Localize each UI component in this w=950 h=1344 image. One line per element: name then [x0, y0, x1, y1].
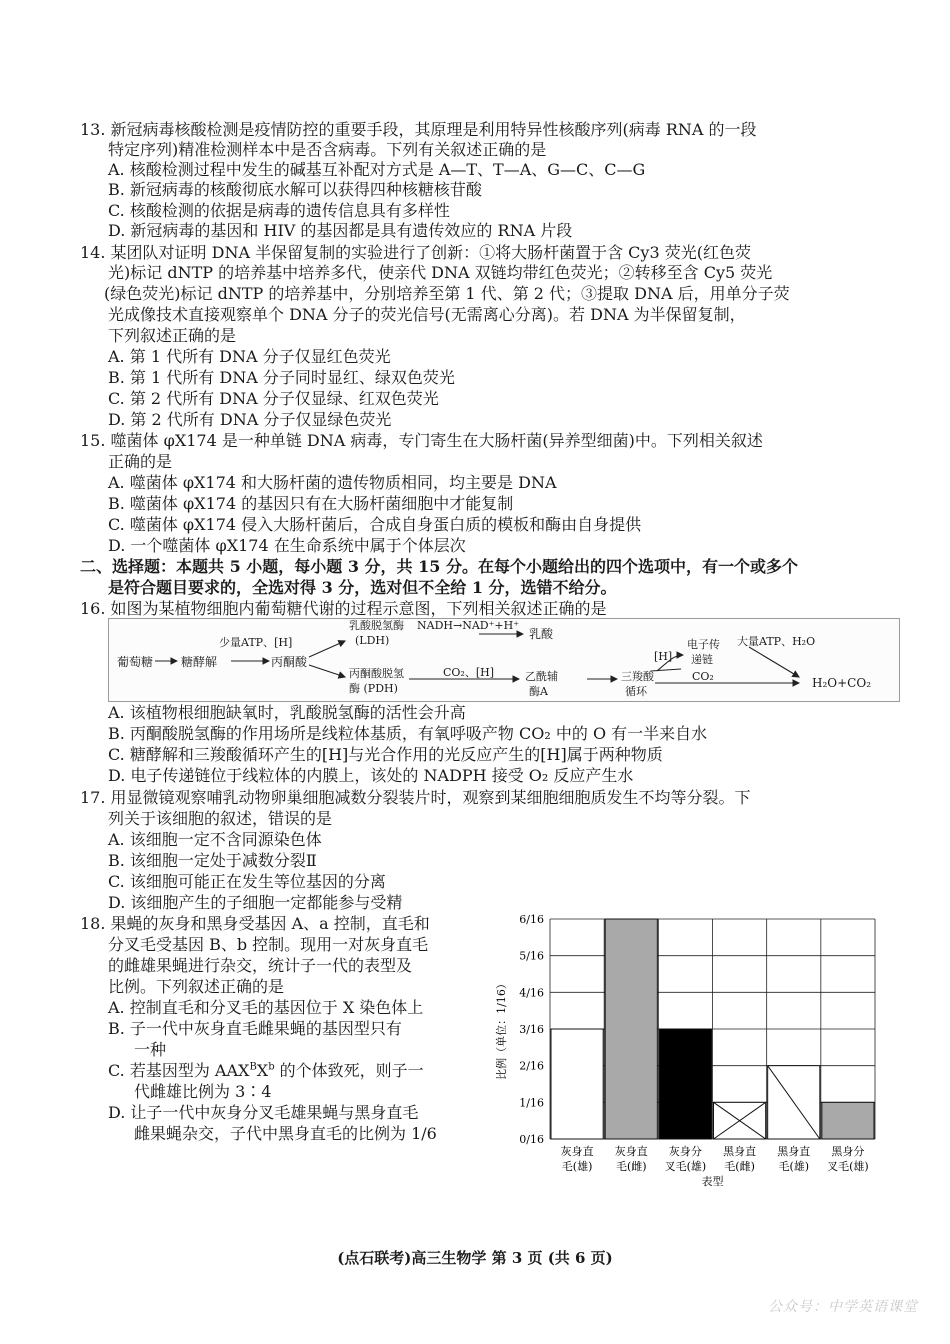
diag-ldh-abbr: (LDH)	[355, 634, 390, 647]
q15-option-b: B. 噬菌体 φX174 的基因只有在大肠杆菌细胞中才能复制	[108, 494, 514, 513]
q18-stem-2: 分叉毛受基因 B、b 控制。现用一对灰身直毛	[108, 935, 429, 954]
q17-option-a: A. 该细胞一定不含同源染色体	[108, 830, 322, 849]
q16-option-c: C. 糖酵解和三羧酸循环产生的[H]与光合作用的光反应产生的[H]属于两种物质	[108, 745, 663, 764]
q17-stem-cont: 列关于该细胞的叙述，错误的是	[108, 809, 333, 828]
x-tick-label: 黑身直	[777, 1145, 811, 1158]
y-axis-label: 比例（单位：1/16）	[495, 978, 508, 1080]
x-axis-label: 表型	[701, 1175, 724, 1188]
q14-stem: 14. 某团队对证明 DNA 半保留复制的实验进行了创新：①将大肠杆菌置于含 Cy3 荧光(红色荧	[80, 243, 751, 262]
q14-option-c: C. 第 2 代所有 DNA 分子仅显绿、红双色荧光	[108, 389, 439, 408]
q16-option-a: A. 该植物根细胞缺氧时，乳酸脱氢酶的活性会升高	[108, 703, 466, 722]
q18-option-c-cont: 代雌雄比例为 3∶4	[134, 1082, 272, 1101]
q14-stem-4: 光成像技术直接观察单个 DNA 分子的荧光信号(无需离心分离)。若 DNA 为半保留复制，	[108, 305, 746, 324]
section2-heading-cont: 是符合题目要求的，全选对得 3 分，选对但不全给 1 分，选错不给分。	[108, 578, 617, 597]
q13-stem-cont: 特定序列)精准检测样本中是否含病毒。下列有关叙述正确的是	[108, 140, 547, 159]
x-tick-label: 毛(雄)	[778, 1160, 810, 1173]
bar	[551, 1029, 603, 1139]
y-tick-label: 2/16	[519, 1059, 544, 1073]
q16-option-b: B. 丙酮酸脱氢酶的作用场所是线粒体基质，有氧呼吸产物 CO₂ 中的 O 有一半来自水	[108, 724, 708, 743]
x-tick-label: 毛(雌)	[724, 1160, 755, 1173]
q17-option-c: C. 该细胞可能正在发生等位基因的分离	[108, 872, 386, 891]
q14-option-d: D. 第 2 代所有 DNA 分子仅显绿色荧光	[108, 410, 392, 429]
q13-option-d: D. 新冠病毒的基因和 HIV 的基因都是具有遗传效应的 RNA 片段	[108, 221, 573, 240]
diag-lactate: 乳酸	[529, 627, 554, 641]
x-tick-label: 黑身分	[831, 1145, 865, 1158]
x-tick-label: 毛(雄)	[561, 1160, 593, 1173]
diag-pdh: 丙酮酸脱氢	[349, 667, 404, 680]
diag-acetyl-coa-2: 酶A	[529, 685, 548, 698]
q18-stem-4: 比例。下列叙述正确的是	[108, 977, 285, 996]
x-tick-label: 灰身分	[668, 1145, 702, 1158]
q16-stem: 16. 如图为某植物细胞内葡萄糖代谢的过程示意图，下列相关叙述正确的是	[80, 599, 607, 618]
y-tick-label: 4/16	[519, 986, 544, 1000]
diag-atp-h2o: 大量ATP、H₂O	[737, 635, 816, 648]
q14-stem-3: (绿色荧光)标记 dNTP 的培养基中，分别培养至第 1 代、第 2 代；③提取 DNA 后，用单分子荧	[104, 284, 790, 303]
q18-option-d: D. 让子一代中灰身分叉毛雄果蝇与黑身直毛	[108, 1103, 419, 1122]
diag-atp-h: 少量ATP、[H]	[219, 636, 293, 649]
diag-tca: 三羧酸	[621, 670, 654, 683]
y-tick-label: 5/16	[519, 949, 544, 963]
glucose-metabolism-diagram	[108, 618, 900, 702]
q13-option-b: B. 新冠病毒的核酸彻底水解可以获得四种核糖核苷酸	[108, 180, 482, 199]
q14-option-b: B. 第 1 代所有 DNA 分子同时显红、绿双色荧光	[108, 368, 455, 387]
q15-stem: 15. 噬菌体 φX174 是一种单链 DNA 病毒，专门寄生在大肠杆菌(异养型细菌)中。下列相关叙述	[80, 431, 763, 450]
diag-pyruvate: 丙酮酸	[271, 655, 308, 669]
diag-nadh: NADH→NAD⁺+H⁺	[417, 619, 520, 632]
q18-option-a: A. 控制直毛和分叉毛的基因位于 X 染色体上	[108, 998, 424, 1017]
q13-option-c: C. 核酸检测的依据是病毒的遗传信息具有多样性	[108, 201, 450, 220]
phenotype-ratio-chart	[495, 905, 890, 1210]
y-tick-label: 1/16	[519, 1096, 544, 1110]
diag-etc-2: 递链	[691, 653, 713, 666]
x-tick-label: 灰身直	[614, 1145, 648, 1158]
x-tick-label: 灰身直	[560, 1145, 594, 1158]
bar	[822, 1102, 874, 1139]
q15-option-d: D. 一个噬菌体 φX174 在生命系统中属于个体层次	[108, 536, 466, 555]
q18-stem: 18. 果蝇的灰身和黑身受基因 A、a 控制，直毛和	[80, 914, 430, 933]
diag-pdh-abbr: 酶 (PDH)	[349, 682, 398, 695]
q18-option-d-cont: 雌果蝇杂交，子代中黑身直毛的比例为 1/6	[134, 1124, 437, 1143]
q14-option-a: A. 第 1 代所有 DNA 分子仅显红色荧光	[108, 347, 391, 366]
diag-glycolysis: 糖酵解	[181, 655, 218, 669]
q17-option-b: B. 该细胞一定处于减数分裂Ⅱ	[108, 851, 317, 870]
watermark: 公众号：中学英语课堂	[768, 1299, 918, 1315]
x-tick-label: 毛(雌)	[615, 1160, 647, 1173]
q18-option-b-cont: 一种	[134, 1040, 167, 1059]
diag-tca-2: 循环	[625, 685, 647, 698]
q17-stem: 17. 用显微镜观察哺乳动物卵巢细胞减数分裂装片时，观察到某细胞细胞质发生不均等分裂。下	[80, 788, 751, 807]
x-tick-label: 叉毛(雄)	[664, 1160, 707, 1173]
diag-etc: 电子传	[687, 638, 720, 651]
page-footer: (点石联考)高三生物学 第 3 页 (共 6 页)	[337, 1249, 613, 1267]
section2-heading: 二、选择题：本题共 5 小题，每小题 3 分，共 15 分。在每个小题给出的四个选项中，有一个或多个	[80, 557, 798, 576]
q15-option-c: C. 噬菌体 φX174 侵入大肠杆菌后，合成自身蛋白质的模板和酶由自身提供	[108, 515, 642, 534]
q17-option-d: D. 该细胞产生的子细胞一定都能参与受精	[108, 893, 403, 912]
diag-product: H₂O+CO₂	[812, 676, 871, 690]
x-tick-label: 黑身直	[723, 1145, 757, 1158]
q18-stem-3: 的雌雄果蝇进行杂交，统计子一代的表型及	[108, 956, 413, 975]
q14-stem-2: 光)标记 dNTP 的培养基中培养多代，使亲代 DNA 双链均带红色荧光；②转移至含 Cy5 荧光	[108, 263, 773, 282]
q16-option-d: D. 电子传递链位于线粒体的内膜上，该处的 NADPH 接受 O₂ 反应产生水	[108, 766, 634, 785]
diag-acetyl-coa: 乙酰辅	[525, 670, 558, 683]
bar	[659, 1029, 711, 1139]
q15-option-a: A. 噬菌体 φX174 和大肠杆菌的遗传物质相同，均主要是 DNA	[108, 473, 557, 492]
q15-stem-cont: 正确的是	[108, 452, 173, 471]
diag-glucose: 葡萄糖	[117, 655, 154, 669]
diag-ldh: 乳酸脱氢酶	[349, 619, 404, 632]
diag-h: [H]	[654, 650, 673, 663]
diag-co2: CO₂	[692, 670, 714, 683]
chart-svg	[495, 905, 890, 1210]
q13-stem: 13. 新冠病毒核酸检测是疫情防控的重要手段，其原理是利用特异性核酸序列(病毒 RNA 的一段	[80, 120, 757, 139]
q14-stem-5: 下列叙述正确的是	[108, 326, 237, 345]
q18-option-c: C. 若基因型为 $AAX^BX^b$ 的个体致死，则子一	[108, 1061, 424, 1080]
x-tick-label: 叉毛(雄)	[827, 1160, 869, 1173]
q18-option-b: B. 子一代中灰身直毛雌果蝇的基因型只有	[108, 1019, 402, 1038]
y-tick-label: 3/16	[519, 1023, 544, 1036]
bar	[605, 919, 657, 1139]
y-tick-label: 0/16	[519, 1133, 544, 1146]
diag-co2-h: CO₂、[H]	[443, 666, 495, 679]
y-tick-label: 6/16	[519, 913, 544, 926]
q13-option-a: A. 核酸检测过程中发生的碱基互补配对方式是 A—T、T—A、G—C、C—G	[108, 160, 646, 179]
